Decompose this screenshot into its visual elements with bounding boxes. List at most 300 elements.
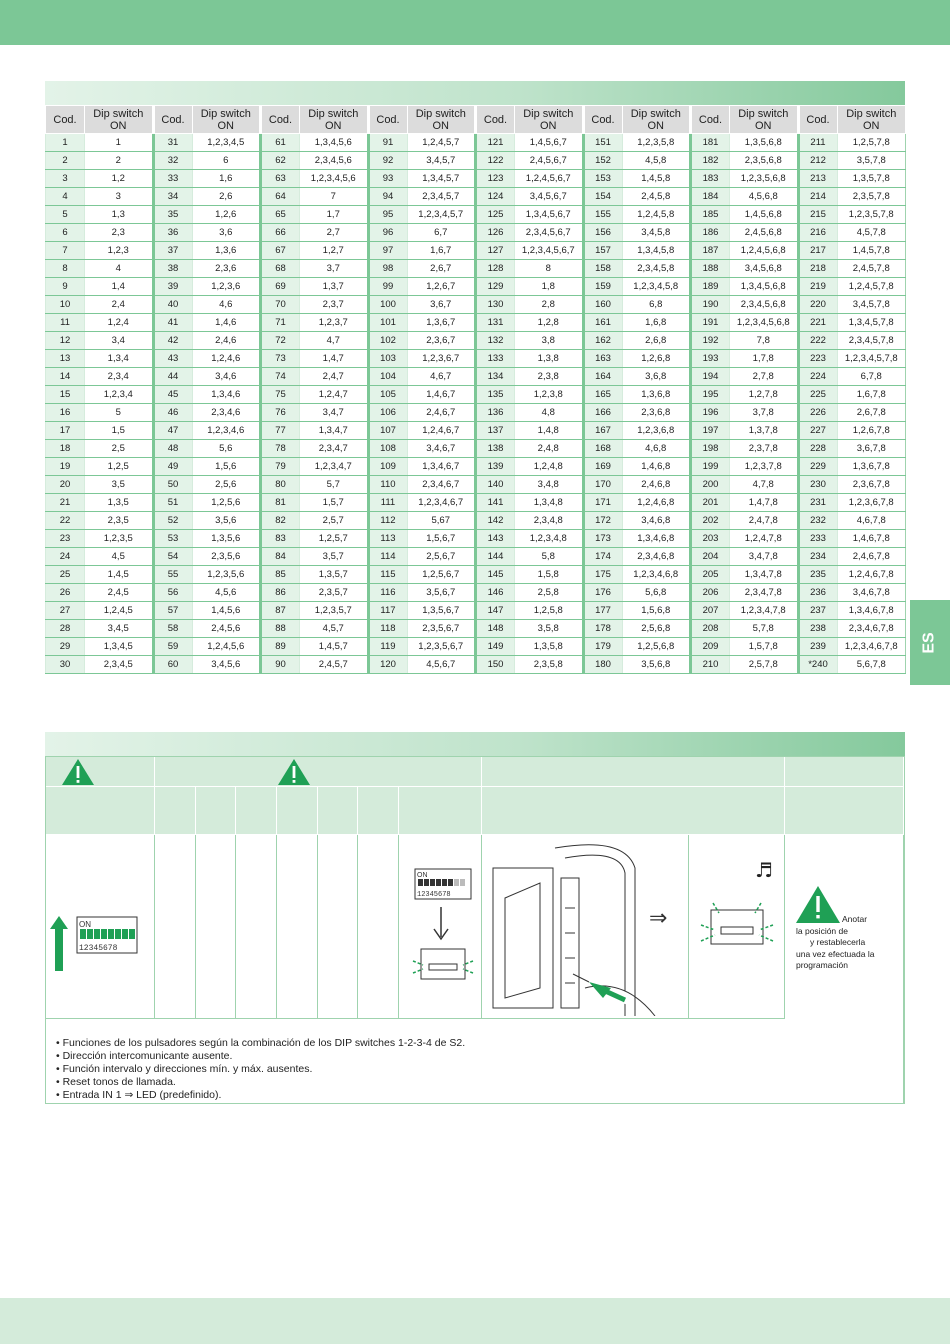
column-header-cod: Cod. bbox=[261, 106, 300, 134]
code-cell: 188 bbox=[691, 260, 730, 278]
subheader-cell bbox=[46, 787, 155, 835]
dip-switch-cell: 1,2,3,4,5,6,7 bbox=[515, 242, 584, 260]
code-cell: 190 bbox=[691, 296, 730, 314]
dip-switch-cell: 1,2 bbox=[85, 170, 154, 188]
code-cell: 238 bbox=[798, 620, 837, 638]
dip-switch-cell: 1,4,5,6 bbox=[192, 602, 261, 620]
code-cell: 16 bbox=[46, 404, 85, 422]
dip-switch-cell: 1,6,8 bbox=[622, 314, 691, 332]
dip-switch-cell: 1,2,4 bbox=[85, 314, 154, 332]
code-cell: 35 bbox=[153, 206, 192, 224]
dip-switch-cell: 1,2,3,5,7 bbox=[300, 602, 369, 620]
table-row bbox=[46, 548, 906, 566]
code-cell: 181 bbox=[691, 134, 730, 152]
subheader-cell bbox=[318, 787, 358, 835]
dip-switch-cell: 3,8 bbox=[515, 332, 584, 350]
dip-switch-cell: 3,4,7 bbox=[300, 404, 369, 422]
dip-switch-cell: 5,6 bbox=[192, 440, 261, 458]
dip-switch-cell: 1,2,3 bbox=[85, 242, 154, 260]
table-row bbox=[46, 602, 906, 620]
dip-switch-cell: 1,4,5,7,8 bbox=[837, 242, 906, 260]
dip-switch-cell: 1,2,3,5,8 bbox=[622, 134, 691, 152]
dip-switch-cell: 1,2,8 bbox=[515, 314, 584, 332]
dip-switch-cell: 2,3,4,5,6,8 bbox=[730, 296, 799, 314]
dip-switch-cell: 1,3,4,5,8 bbox=[622, 242, 691, 260]
dip-switch-cell: 1,3,4,6,8 bbox=[622, 530, 691, 548]
dip-switch-cell: 1,3,8 bbox=[515, 350, 584, 368]
code-cell: 157 bbox=[583, 242, 622, 260]
code-cell: 208 bbox=[691, 620, 730, 638]
header-cell-warning bbox=[46, 757, 155, 787]
dip-switch-cell: 2,3,4,8 bbox=[515, 512, 584, 530]
table-row bbox=[46, 242, 906, 260]
dip-switch-cell: 1,2,5 bbox=[85, 458, 154, 476]
dip-switch-cell: 4,7,8 bbox=[730, 476, 799, 494]
dip-switch-cell: 1,3,6,7,8 bbox=[837, 458, 906, 476]
dip-switch-cell: 1,2,4,7,8 bbox=[730, 530, 799, 548]
dip-switch-cell: 1,2,3,4 bbox=[85, 386, 154, 404]
column-header-cod: Cod. bbox=[476, 106, 515, 134]
code-cell: 205 bbox=[691, 566, 730, 584]
code-cell: 88 bbox=[261, 620, 300, 638]
code-cell: 150 bbox=[476, 656, 515, 674]
dip-switch-cell: 2,3,6,8 bbox=[622, 404, 691, 422]
dip-switch-cell: 3,5,6 bbox=[192, 512, 261, 530]
code-cell: 43 bbox=[153, 350, 192, 368]
table-row bbox=[46, 638, 906, 656]
code-cell: 25 bbox=[46, 566, 85, 584]
code-cell: 30 bbox=[46, 656, 85, 674]
code-cell: 89 bbox=[261, 638, 300, 656]
dip-switch-cell: 1,4,6,8 bbox=[622, 458, 691, 476]
code-cell: 119 bbox=[368, 638, 407, 656]
code-cell: 121 bbox=[476, 134, 515, 152]
code-cell: 115 bbox=[368, 566, 407, 584]
table-row bbox=[46, 188, 906, 206]
dip-switch-cell: 2,3,6 bbox=[192, 260, 261, 278]
subheader-cell bbox=[155, 787, 196, 835]
code-cell: 38 bbox=[153, 260, 192, 278]
code-cell: 141 bbox=[476, 494, 515, 512]
dip-switch-cell: 1,5,6 bbox=[192, 458, 261, 476]
code-cell: 229 bbox=[798, 458, 837, 476]
dip-switch-cell: 4,5,6,8 bbox=[730, 188, 799, 206]
dip-switch-cell: 1,2,3,6,8 bbox=[622, 422, 691, 440]
content-cell bbox=[196, 835, 236, 1019]
code-cell: 14 bbox=[46, 368, 85, 386]
dip-switch-cell: 2,4,5,6,7 bbox=[515, 152, 584, 170]
code-cell: 215 bbox=[798, 206, 837, 224]
table-row bbox=[46, 206, 906, 224]
code-cell: 29 bbox=[46, 638, 85, 656]
dip-switch-cell: 2,3,7,8 bbox=[730, 440, 799, 458]
dip-switch-cell: 2,3,4,5,6,7 bbox=[515, 224, 584, 242]
code-cell: 195 bbox=[691, 386, 730, 404]
code-cell: 117 bbox=[368, 602, 407, 620]
code-cell: 170 bbox=[583, 476, 622, 494]
code-cell: 34 bbox=[153, 188, 192, 206]
column-header-cod: Cod. bbox=[368, 106, 407, 134]
dip-switch-cell: 1,4,5,6,8 bbox=[730, 206, 799, 224]
code-cell: 46 bbox=[153, 404, 192, 422]
code-cell: 201 bbox=[691, 494, 730, 512]
dip-switch-cell: 2,3,6,7,8 bbox=[837, 476, 906, 494]
dip-switch-cell: 1,3,4,5,7 bbox=[407, 170, 476, 188]
dip-switch-cell: 1,2,3,8 bbox=[515, 386, 584, 404]
code-cell: 4 bbox=[46, 188, 85, 206]
code-cell: 217 bbox=[798, 242, 837, 260]
dip-switch-cell: 6,7 bbox=[407, 224, 476, 242]
code-cell: 167 bbox=[583, 422, 622, 440]
code-cell: 22 bbox=[46, 512, 85, 530]
column-header-dip-switch: Dip switch ON bbox=[407, 106, 476, 134]
dip-switch-cell: 1,2,6,7 bbox=[407, 278, 476, 296]
code-cell: 84 bbox=[261, 548, 300, 566]
column-header-dip-switch: Dip switch ON bbox=[837, 106, 906, 134]
code-cell: 193 bbox=[691, 350, 730, 368]
code-cell: 70 bbox=[261, 296, 300, 314]
dip-switch-cell: 3,5,7,8 bbox=[837, 152, 906, 170]
dip-switch-cell: 2,7 bbox=[300, 224, 369, 242]
warning-icon bbox=[276, 758, 312, 786]
dip-switch-cell: 2,4,6 bbox=[192, 332, 261, 350]
dip-switch-cell: 2,3,8 bbox=[515, 368, 584, 386]
dip-switch-cell: 1,2,6,7,8 bbox=[837, 422, 906, 440]
dip-switch-cell: 1,4,6,7,8 bbox=[837, 530, 906, 548]
code-cell: 110 bbox=[368, 476, 407, 494]
dip-switch-cell: 1,2,3,7,8 bbox=[730, 458, 799, 476]
code-cell: *240 bbox=[798, 656, 837, 674]
code-cell: 90 bbox=[261, 656, 300, 674]
subheader-cell bbox=[236, 787, 277, 835]
code-cell: 142 bbox=[476, 512, 515, 530]
code-cell: 231 bbox=[798, 494, 837, 512]
code-cell: 154 bbox=[583, 188, 622, 206]
table-row bbox=[46, 584, 906, 602]
code-cell: 32 bbox=[153, 152, 192, 170]
code-cell: 197 bbox=[691, 422, 730, 440]
code-cell: 98 bbox=[368, 260, 407, 278]
dip-switch-cell: 3,5,8 bbox=[515, 620, 584, 638]
dip-switch-cell: 1,6,7 bbox=[407, 242, 476, 260]
svg-text:♬: ♬ bbox=[755, 858, 773, 882]
code-cell: 125 bbox=[476, 206, 515, 224]
code-cell: 148 bbox=[476, 620, 515, 638]
code-cell: 206 bbox=[691, 584, 730, 602]
dip-switch-cell: 1,7,8 bbox=[730, 350, 799, 368]
dip-switch-cell: 3,6,7 bbox=[407, 296, 476, 314]
dip-switch-cell: 3,5,6,7 bbox=[407, 584, 476, 602]
code-cell: 183 bbox=[691, 170, 730, 188]
code-cell: 139 bbox=[476, 458, 515, 476]
code-cell: 228 bbox=[798, 440, 837, 458]
content-cell bbox=[277, 835, 318, 1019]
dip-switch-cell: 3,4,5,7,8 bbox=[837, 296, 906, 314]
subheader-cell bbox=[482, 787, 785, 835]
code-cell: 104 bbox=[368, 368, 407, 386]
dip-switch-cell: 5,7,8 bbox=[730, 620, 799, 638]
code-cell: 42 bbox=[153, 332, 192, 350]
code-cell: 219 bbox=[798, 278, 837, 296]
dip-switch-cell: 2,4,7,8 bbox=[730, 512, 799, 530]
dip-switch-cell: 1,2,4,5 bbox=[85, 602, 154, 620]
code-cell: 135 bbox=[476, 386, 515, 404]
code-cell: 178 bbox=[583, 620, 622, 638]
dip-switch-cell: 2,3,5,6,7 bbox=[407, 620, 476, 638]
code-cell: 31 bbox=[153, 134, 192, 152]
dip-switch-cell: 2,5,6,8 bbox=[622, 620, 691, 638]
code-cell: 192 bbox=[691, 332, 730, 350]
dip-switch-cell: 1,3,4,5,7,8 bbox=[837, 314, 906, 332]
table-row bbox=[46, 566, 906, 584]
code-cell: 74 bbox=[261, 368, 300, 386]
code-cell: 214 bbox=[798, 188, 837, 206]
code-cell: 101 bbox=[368, 314, 407, 332]
header-cell-action bbox=[482, 757, 785, 787]
code-cell: 60 bbox=[153, 656, 192, 674]
dip-switch-cell: 1,3,4,5,6,8 bbox=[730, 278, 799, 296]
code-cell: 28 bbox=[46, 620, 85, 638]
side-note-line: y restablecerla bbox=[810, 937, 866, 947]
code-cell: 123 bbox=[476, 170, 515, 188]
code-cell: 232 bbox=[798, 512, 837, 530]
code-cell: 144 bbox=[476, 548, 515, 566]
code-cell: 106 bbox=[368, 404, 407, 422]
dip-switch-all-on-illustration bbox=[49, 913, 154, 973]
dip-switch-cell: 1,4 bbox=[85, 278, 154, 296]
code-cell: 68 bbox=[261, 260, 300, 278]
code-cell: 73 bbox=[261, 350, 300, 368]
dip-switch-cell: 2,3,4,6,7,8 bbox=[837, 620, 906, 638]
dip-switch-cell: 4,5,7 bbox=[300, 620, 369, 638]
code-cell: 17 bbox=[46, 422, 85, 440]
dip-switch-cell: 1,4,5,7 bbox=[300, 638, 369, 656]
dip-switch-cell: 1,3 bbox=[85, 206, 154, 224]
dip-switch-cell: 1,2,3,5,6 bbox=[192, 566, 261, 584]
dip-switch-cell: 5,6,7,8 bbox=[837, 656, 906, 674]
code-cell: 226 bbox=[798, 404, 837, 422]
code-cell: 202 bbox=[691, 512, 730, 530]
dip-switch-cell: 1,3,4,8 bbox=[515, 494, 584, 512]
table-row bbox=[46, 476, 906, 494]
dip-switch-cell: 1,2,6 bbox=[192, 206, 261, 224]
dip-switch-cell: 5,7 bbox=[300, 476, 369, 494]
code-cell: 165 bbox=[583, 386, 622, 404]
dip-switch-cell: 4,6,7,8 bbox=[837, 512, 906, 530]
code-cell: 83 bbox=[261, 530, 300, 548]
svg-text:ON: ON bbox=[79, 920, 91, 929]
code-cell: 223 bbox=[798, 350, 837, 368]
code-cell: 132 bbox=[476, 332, 515, 350]
dip-switch-cell: 2,4,5,6 bbox=[192, 620, 261, 638]
table-row bbox=[46, 422, 906, 440]
table-row bbox=[46, 458, 906, 476]
table-row bbox=[46, 620, 906, 638]
dip-switch-cell: 2,3,5,7 bbox=[300, 584, 369, 602]
subheader-cell bbox=[785, 787, 904, 835]
code-cell: 210 bbox=[691, 656, 730, 674]
code-cell: 79 bbox=[261, 458, 300, 476]
table-row bbox=[46, 350, 906, 368]
dip-switch-cell: 2,6 bbox=[192, 188, 261, 206]
dip-switch-cell: 4,6 bbox=[192, 296, 261, 314]
code-cell: 161 bbox=[583, 314, 622, 332]
code-cell: 211 bbox=[798, 134, 837, 152]
code-cell: 203 bbox=[691, 530, 730, 548]
code-cell: 126 bbox=[476, 224, 515, 242]
dip-switch-cell: 1,2,4,7 bbox=[300, 386, 369, 404]
code-cell: 156 bbox=[583, 224, 622, 242]
dip-switch-cell: 2,4 bbox=[85, 296, 154, 314]
table-row bbox=[46, 404, 906, 422]
dip-switch-cell: 1,2,3,4,5,6,8 bbox=[730, 314, 799, 332]
code-cell: 40 bbox=[153, 296, 192, 314]
code-cell: 27 bbox=[46, 602, 85, 620]
code-cell: 78 bbox=[261, 440, 300, 458]
dip-switch-cell: 2,4,5,6,8 bbox=[730, 224, 799, 242]
code-cell: 186 bbox=[691, 224, 730, 242]
dip-switch-cell: 2,3,5,8 bbox=[515, 656, 584, 674]
dip-switch-cell: 3 bbox=[85, 188, 154, 206]
language-tab[interactable] bbox=[910, 600, 950, 685]
code-cell: 15 bbox=[46, 386, 85, 404]
dip-switch-cell: 1,2,3,5 bbox=[85, 530, 154, 548]
dip-switch-cell: 3,4 bbox=[85, 332, 154, 350]
dip-switch-cell: 2,3,6,7 bbox=[407, 332, 476, 350]
dip-switch-cell: 2,4,6,8 bbox=[622, 476, 691, 494]
dip-switch-cell: 3,4,5,6,7 bbox=[515, 188, 584, 206]
dip-switch-cell: 3,5,7 bbox=[300, 548, 369, 566]
side-note-line: programación bbox=[796, 960, 848, 970]
dip-switch-cell: 1,2,3,4,5 bbox=[192, 134, 261, 152]
dip-switch-cell: 1,3,5,6 bbox=[192, 530, 261, 548]
note-item: • Funciones de los pulsadores según la combinación de los DIP switches 1-2-3-4 de S2. bbox=[56, 1037, 465, 1050]
code-cell: 54 bbox=[153, 548, 192, 566]
code-cell: 105 bbox=[368, 386, 407, 404]
dip-switch-cell: 1,2,5,6,8 bbox=[622, 638, 691, 656]
code-cell: 69 bbox=[261, 278, 300, 296]
dip-switch-cell: 1,6 bbox=[192, 170, 261, 188]
code-cell: 82 bbox=[261, 512, 300, 530]
code-cell: 196 bbox=[691, 404, 730, 422]
code-cell: 124 bbox=[476, 188, 515, 206]
dip-switch-cell: 1,2,4,5,6 bbox=[192, 638, 261, 656]
code-cell: 209 bbox=[691, 638, 730, 656]
dip-switch-cell: 1,2,3,7 bbox=[300, 314, 369, 332]
side-note-line: la posición de bbox=[796, 925, 848, 936]
content-cell bbox=[236, 835, 277, 1019]
code-cell: 39 bbox=[153, 278, 192, 296]
dip-switch-cell: 1,2,3,6 bbox=[192, 278, 261, 296]
language-tab-label: ES bbox=[921, 631, 938, 654]
dip-switch-cell: 4,7 bbox=[300, 332, 369, 350]
column-header-dip-switch: Dip switch ON bbox=[730, 106, 799, 134]
code-cell: 37 bbox=[153, 242, 192, 260]
dip-switch-cell: 1,2,3,6,7,8 bbox=[837, 494, 906, 512]
code-cell: 12 bbox=[46, 332, 85, 350]
dip-switch-cell: 5,6,8 bbox=[622, 584, 691, 602]
code-cell: 213 bbox=[798, 170, 837, 188]
code-cell: 56 bbox=[153, 584, 192, 602]
dip-switch-cell: 3,4,6,7 bbox=[407, 440, 476, 458]
dip-switch-cell: 5,67 bbox=[407, 512, 476, 530]
table-row bbox=[46, 134, 906, 152]
code-cell: 111 bbox=[368, 494, 407, 512]
code-cell: 21 bbox=[46, 494, 85, 512]
subheader-cell bbox=[399, 787, 482, 835]
dip-switch-cell: 1,2,3,4,6,7 bbox=[407, 494, 476, 512]
dip-switch-cell: 2,3,4,5 bbox=[85, 656, 154, 674]
code-cell: 91 bbox=[368, 134, 407, 152]
code-cell: 138 bbox=[476, 440, 515, 458]
code-cell: 171 bbox=[583, 494, 622, 512]
code-cell: 10 bbox=[46, 296, 85, 314]
code-cell: 80 bbox=[261, 476, 300, 494]
dip-switch-cell: 6 bbox=[192, 152, 261, 170]
code-cell: 1 bbox=[46, 134, 85, 152]
code-cell: 72 bbox=[261, 332, 300, 350]
subheader-cell bbox=[358, 787, 399, 835]
dip-switch-cell: 1,4,5,8 bbox=[622, 170, 691, 188]
dip-switch-cell: 1,2,3,4,5,7 bbox=[407, 206, 476, 224]
table-row bbox=[46, 440, 906, 458]
warning-icon bbox=[60, 758, 96, 786]
dip-switch-cell: 1,3,7 bbox=[300, 278, 369, 296]
code-cell: 194 bbox=[691, 368, 730, 386]
code-cell: 55 bbox=[153, 566, 192, 584]
dip-switch-cell: 1,3,5,6,8 bbox=[730, 134, 799, 152]
dip-switch-cell: 4,5 bbox=[85, 548, 154, 566]
code-cell: 20 bbox=[46, 476, 85, 494]
dip-switch-cell: 3,4,5,6 bbox=[192, 656, 261, 674]
dip-switch-cell: 2,4,5,8 bbox=[622, 188, 691, 206]
dip-switch-cell: 2,4,6,7,8 bbox=[837, 548, 906, 566]
code-cell: 187 bbox=[691, 242, 730, 260]
note-item: • Entrada IN 1 ⇒ LED (predefinido). bbox=[56, 1089, 465, 1102]
dip-switch-cell: 1,3,4,6 bbox=[192, 386, 261, 404]
dip-switch-cell: 1,5 bbox=[85, 422, 154, 440]
code-cell: 179 bbox=[583, 638, 622, 656]
subheader-cell bbox=[277, 787, 318, 835]
dip-switch-cell: 1,3,5,7 bbox=[300, 566, 369, 584]
dip-switch-cell: 1,3,5 bbox=[85, 494, 154, 512]
code-cell: 151 bbox=[583, 134, 622, 152]
code-cell: 112 bbox=[368, 512, 407, 530]
dip-switch-cell: 3,7 bbox=[300, 260, 369, 278]
code-cell: 44 bbox=[153, 368, 192, 386]
code-cell: 57 bbox=[153, 602, 192, 620]
code-cell: 93 bbox=[368, 170, 407, 188]
code-cell: 220 bbox=[798, 296, 837, 314]
table-row bbox=[46, 152, 906, 170]
header-cell-dip bbox=[155, 757, 482, 787]
content-cell-start bbox=[46, 835, 155, 1019]
code-cell: 180 bbox=[583, 656, 622, 674]
dip-switch-cell: 1 bbox=[85, 134, 154, 152]
dip-switch-cell: 2 bbox=[85, 152, 154, 170]
dip-switch-cell: 3,6 bbox=[192, 224, 261, 242]
dip-switch-cell: 1,2,3,5,6,8 bbox=[730, 170, 799, 188]
dip-switch-cell: 1,2,5,8 bbox=[515, 602, 584, 620]
dip-switch-cell: 4,5,6,7 bbox=[407, 656, 476, 674]
dip-switch-cell: 4,5,7,8 bbox=[837, 224, 906, 242]
code-cell: 59 bbox=[153, 638, 192, 656]
code-cell: 26 bbox=[46, 584, 85, 602]
dip-switch-cell: 1,3,6,8 bbox=[622, 386, 691, 404]
dip-switch-cell: 1,2,5,7 bbox=[300, 530, 369, 548]
dip-switch-cell: 4,5,6 bbox=[192, 584, 261, 602]
content-cell bbox=[358, 835, 399, 1019]
